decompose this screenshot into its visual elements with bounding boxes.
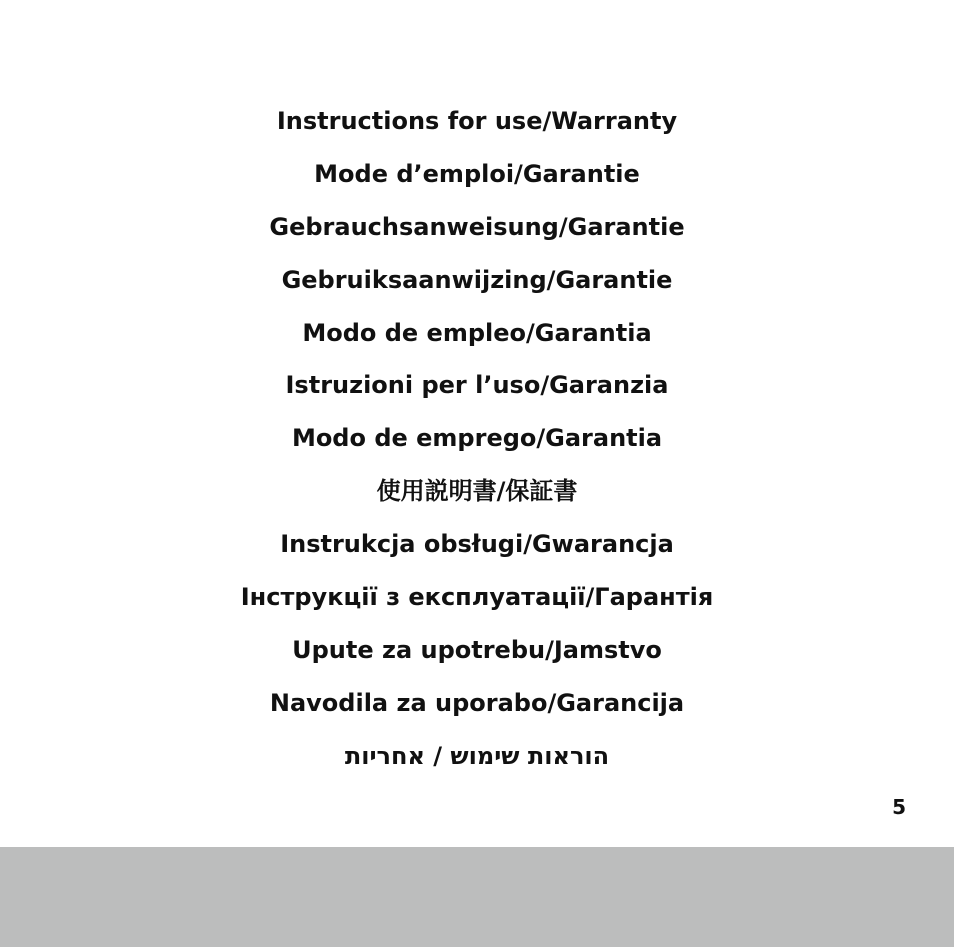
title-french: Mode d’emploi/Garantie <box>314 159 640 188</box>
title-dutch: Gebruiksaanwijzing/Garantie <box>281 265 673 294</box>
title-spanish: Modo de empleo/Garantia <box>302 318 652 347</box>
title-portuguese: Modo de emprego/Garantia <box>291 424 663 453</box>
language-title-list <box>0 95 954 783</box>
title-croatian: Upute za upotrebu/Jamstvo <box>292 635 662 664</box>
page-number: 5 <box>892 795 906 819</box>
title-hebrew: הוראות שימוש / אחריות <box>344 741 610 770</box>
title-slovenian: Navodila za uporabo/Garancija <box>269 688 685 717</box>
title-english: Instructions for use/Warranty <box>276 107 678 135</box>
title-ukrainian: Інструкції з експлуатації/Гарантія <box>240 583 714 612</box>
title-polish: Instrukcja obsługi/Gwarancja <box>280 530 674 559</box>
title-japanese: 使用説明書/保証書 <box>376 477 578 506</box>
title-german: Gebrauchsanweisung/Garantie <box>269 212 685 241</box>
title-italian: Istruzioni per l’uso/Garanzia <box>285 371 669 400</box>
footer-band <box>0 847 954 947</box>
